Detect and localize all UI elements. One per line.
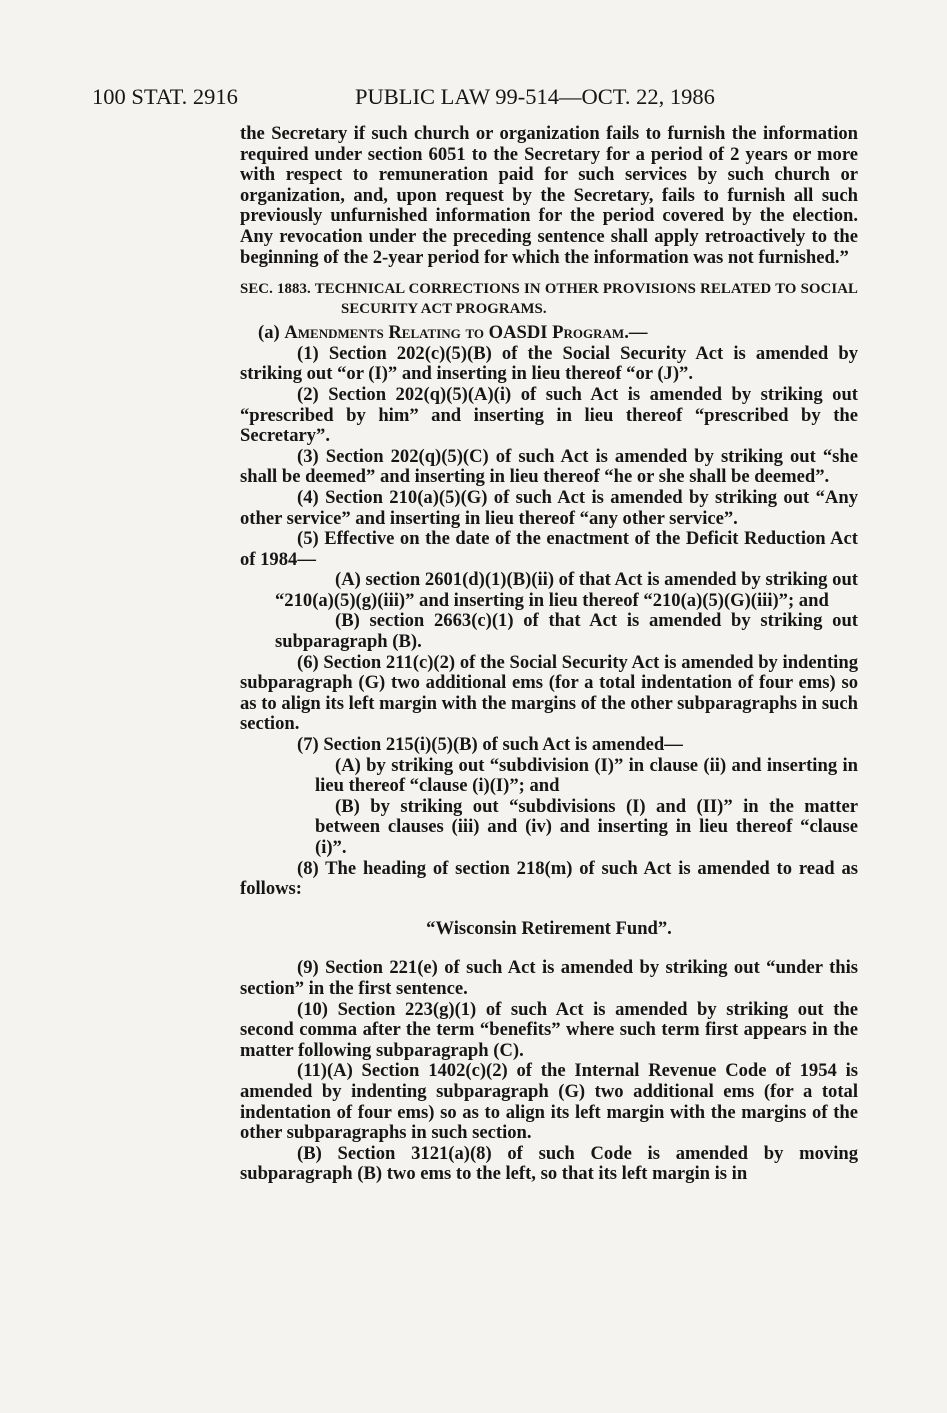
paragraph-6: (6) Section 211(c)(2) of the Social Security Act is amended by indenting subparagraph (G) two additional ems (for a total indentation of four ems) so as to align its left margin with the margins of the other subparagraphs in such section. <box>240 651 858 735</box>
paragraph-3: (3) Section 202(q)(5)(C) of such Act is amended by striking out “she shall be deemed” and inserting in lieu thereof “he or she shall be deemed”. <box>240 445 858 488</box>
paragraph-7-a: (A) by striking out “subdivision (I)” in clause (ii) and inserting in lieu thereof “clause (i)(I)”; and <box>315 754 858 797</box>
paragraph-8: (8) The heading of section 218(m) of such Act is amended to read as follows: <box>240 857 858 900</box>
paragraph-2: (2) Section 202(q)(5)(A)(i) of such Act is amended by striking out “prescribed by him” and inserting in lieu thereof “prescribed by the Secretary”. <box>240 383 858 447</box>
paragraph-5-b: (B) section 2663(c)(1) of that Act is amended by striking out subparagraph (B). <box>275 610 858 653</box>
subsection-a-heading <box>240 323 858 344</box>
paragraph-7-b: (B) by striking out “subdivisions (I) and (II)” in the matter between clauses (iii) and (iv) and inserting in lieu thereof “clause (i)”. <box>315 795 858 858</box>
paragraph-10: (10) Section 223(g)(1) of such Act is amended by striking out the second comma after the term “benefits” where such term first appears in the matter following subparagraph (C). <box>240 998 858 1061</box>
section-heading-text: SEC. 1883. TECHNICAL CORRECTIONS IN OTHER PROVISIONS RELATED TO SOCIAL SECURITY ACT PROGRAMS. <box>240 281 858 318</box>
public-law-citation: PUBLIC LAW 99-514—OCT. 22, 1986 <box>355 84 715 109</box>
document-body <box>240 124 858 1185</box>
paragraph-7: (7) Section 215(i)(5)(B) of such Act is amended— <box>297 734 683 756</box>
paragraph-4: (4) Section 210(a)(5)(G) of such Act is amended by striking out “Any other service” and inserting in lieu thereof “any other service”. <box>240 486 858 529</box>
section-heading <box>240 279 858 319</box>
intro-paragraph: the Secretary if such church or organization fails to furnish the information required under section 6051 to the Secretary for a period of 2 years or more with respect to remuneration paid for such services by such church or organization, and, upon request by the Secretary, fails to furnish all such previously unfurnished information for the period covered by the election. Any revocation under the preceding sentence shall apply retroactively to the beginning of the 2-year period for which the information was not furnished.” <box>240 123 858 268</box>
paragraph-9: (9) Section 221(e) of such Act is amended by striking out “under this section” in the first sentence. <box>240 957 858 999</box>
quoted-heading: “Wisconsin Retirement Fund”. <box>426 917 672 939</box>
paragraph-1: (1) Section 202(c)(5)(B) of the Social Security Act is amended by striking out “or (I)” and inserting in lieu thereof “or (J)”. <box>240 342 858 385</box>
subsection-a-title: Amendments Relating to OASDI Program.— <box>284 322 648 344</box>
page-header <box>92 82 732 112</box>
paragraph-5-a: (A) section 2601(d)(1)(B)(ii) of that Act is amended by striking out “210(a)(5)(g)(iii)” and inserting in lieu thereof “210(a)(5)(G)(iii)”; and <box>275 569 858 611</box>
statute-page-number: 100 STAT. 2916 <box>92 84 238 109</box>
paragraph-11-b: (B) Section 3121(a)(8) of such Code is amended by moving subparagraph (B) two ems to the left, so that its left margin is in <box>240 1142 858 1185</box>
subsection-a-label: (a) <box>258 322 280 344</box>
paragraph-5: (5) Effective on the date of the enactment of the Deficit Reduction Act of 1984— <box>240 528 858 570</box>
paragraph-11-a: (11)(A) Section 1402(c)(2) of the Internal Revenue Code of 1954 is amended by indenting subparagraph (G) two additional ems (for a total indentation of four ems) so as to align its left margin with the margins of the other subparagraphs in such section. <box>240 1060 858 1144</box>
